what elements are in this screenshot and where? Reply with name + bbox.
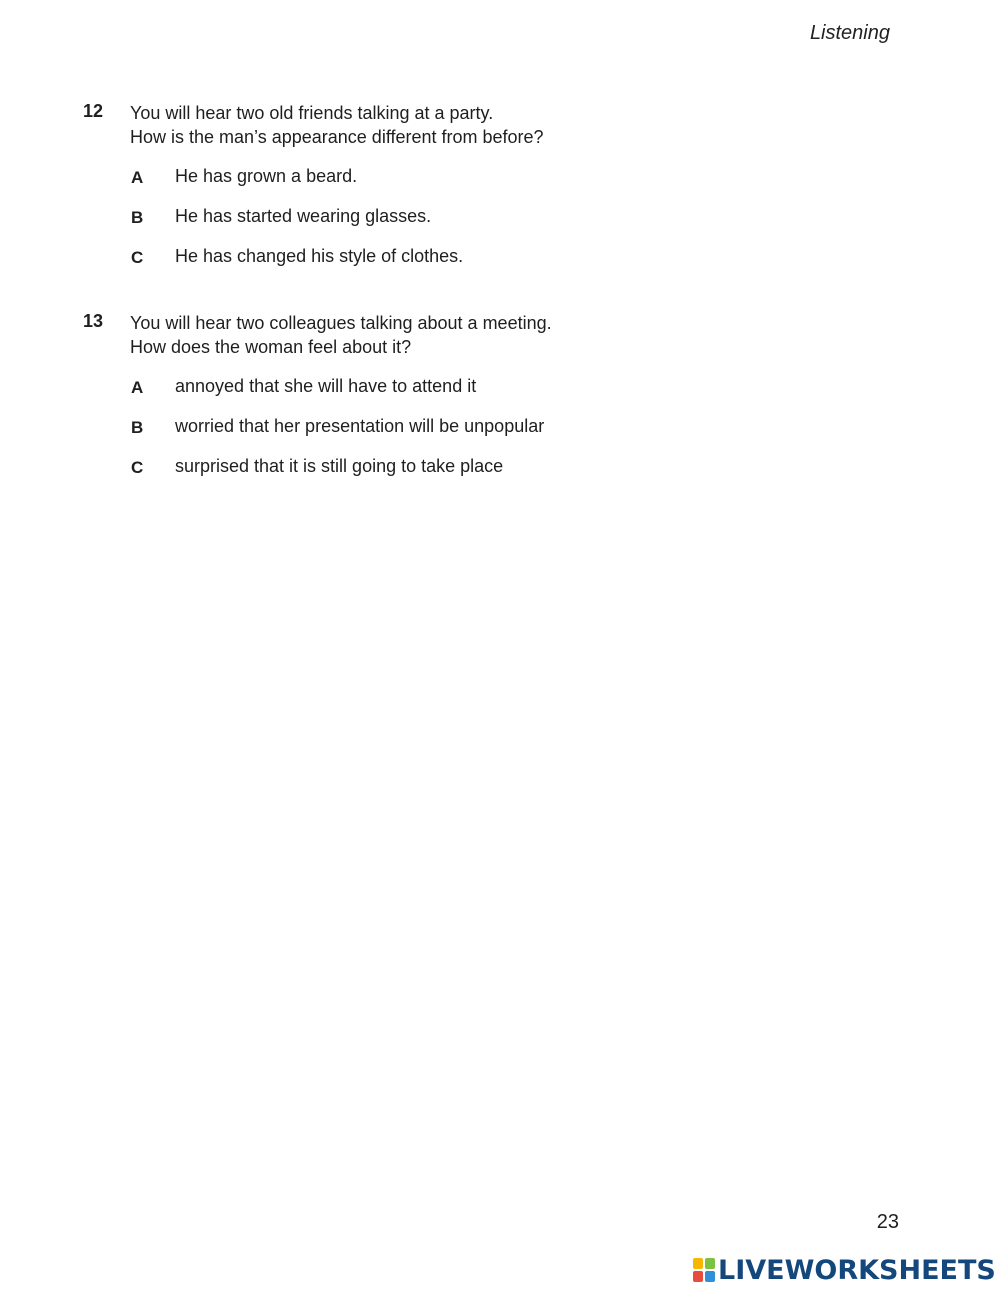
option-letter: C — [131, 458, 144, 477]
option-letter: B — [131, 208, 144, 227]
liveworksheets-logo — [693, 1253, 996, 1287]
question-12 — [83, 101, 703, 286]
question-line: You will hear two colleagues talking about a meeting. — [130, 313, 552, 333]
question-line: You will hear two old friends talking at a party. — [130, 103, 494, 123]
option-letter: C — [131, 248, 144, 267]
option-c[interactable] — [130, 246, 703, 286]
option-text: He has started wearing glasses. — [175, 206, 432, 226]
option-text: He has changed his style of clothes. — [175, 246, 464, 266]
option-text: He has grown a beard. — [175, 166, 358, 186]
logo-square-icon — [693, 1271, 703, 1282]
answer-options — [130, 166, 703, 286]
option-letter: B — [131, 418, 144, 437]
logo-square-icon — [693, 1258, 703, 1269]
option-b[interactable] — [130, 416, 703, 456]
logo-square-icon — [705, 1258, 715, 1269]
answer-options — [130, 376, 703, 496]
section-header: Listening — [809, 22, 890, 44]
option-letter: A — [131, 378, 144, 397]
question-line: How does the woman feel about it? — [130, 337, 412, 357]
question-text — [130, 311, 703, 359]
option-a[interactable] — [130, 376, 703, 416]
logo-square-icon — [705, 1271, 715, 1282]
option-a[interactable] — [130, 166, 703, 206]
question-text — [130, 101, 703, 149]
option-b[interactable] — [130, 206, 703, 246]
question-number: 13 — [83, 311, 104, 331]
logo-mark-icon — [693, 1258, 715, 1282]
option-c[interactable] — [130, 456, 703, 496]
question-line: How is the man’s appearance different from before? — [130, 127, 544, 147]
option-letter: A — [131, 168, 144, 187]
question-13 — [83, 311, 703, 496]
page-number: 23 — [876, 1211, 899, 1233]
logo-text: LIVEWORKSHEETS — [718, 1254, 996, 1286]
option-text: annoyed that she will have to attend it — [175, 376, 477, 396]
option-text: surprised that it is still going to take place — [175, 456, 504, 476]
question-number: 12 — [83, 101, 104, 121]
option-text: worried that her presentation will be unpopular — [175, 416, 545, 436]
